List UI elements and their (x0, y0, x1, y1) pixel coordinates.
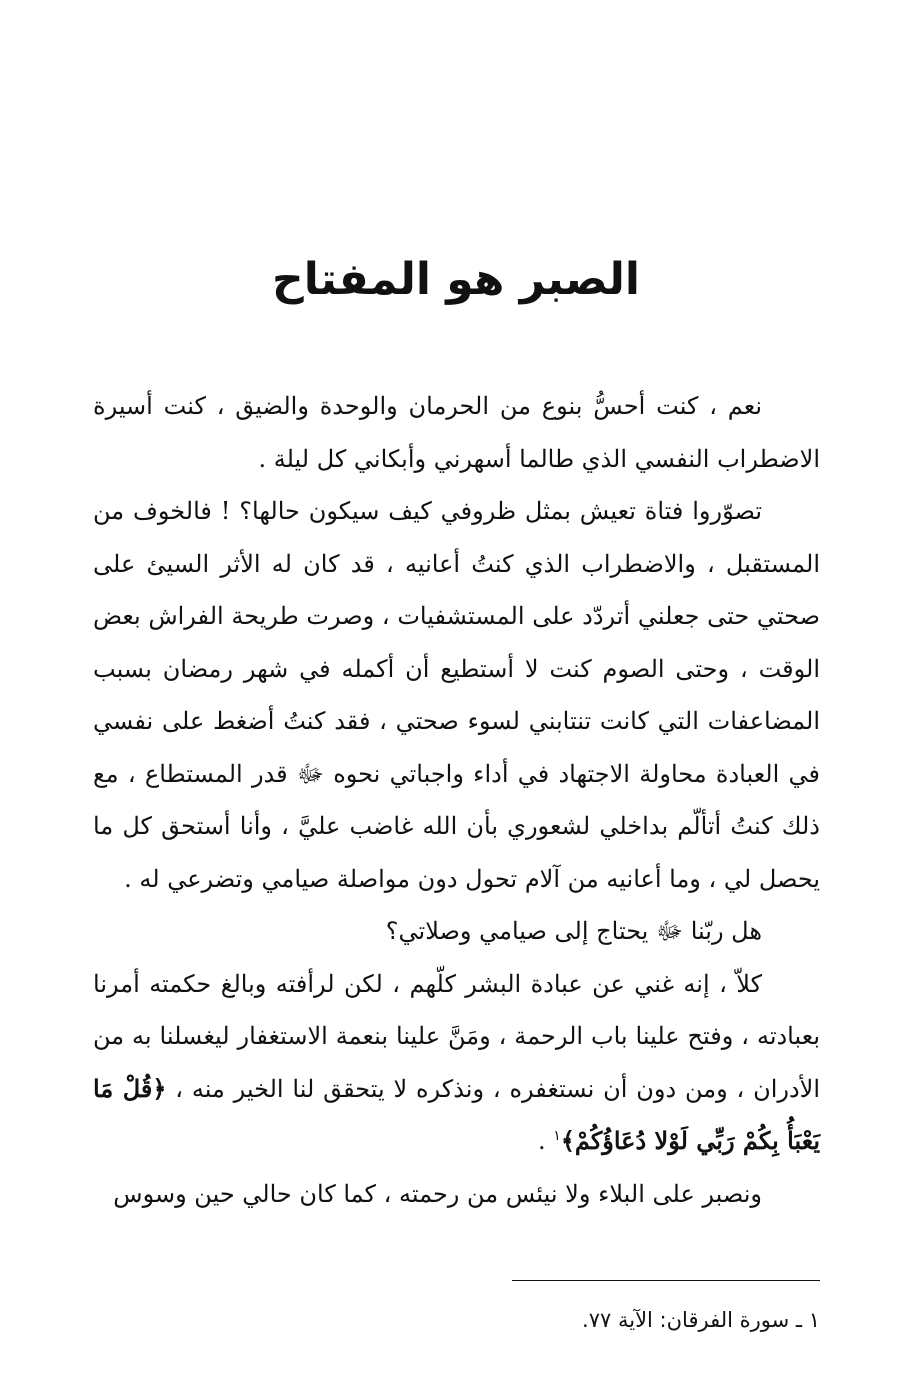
paragraph-4 (93, 958, 820, 1168)
body-text (93, 380, 820, 1220)
paragraph-4-end: . (538, 1127, 554, 1155)
paragraph-3: هل ربّنا ﷻ يحتاج إلى صيامي وصلاتي؟ (385, 917, 762, 945)
paragraph-4-text: كلاّ ، إنه غني عن عبادة البشر كلّهم ، لكن لرأفته وبالغ حكمته أمرنا بعبادته ، وفتح علينا باب الرحمة ، ومَنَّ علينا بنعمة الاستغفار ليغسلنا به من الأدران ، ومن دون أن نستغفره ، ونذكره لا يتحقق لنا الخير منه ، (93, 969, 821, 1103)
paragraph-2: تصوّروا فتاة تعيش بمثل ظروفي كيف سيكون حالها؟ ! فالخوف من المستقبل ، والاضطراب الذي كنتُ أعانيه ، قد كان له الأثر السيئ على صحتي حتى جعلني أتردّد على المستشفيات ، وصرت طريحة الفراش بعض الوقت ، وحتى الصوم كنت لا أستطيع أن أكمله في شهر رمضان بسبب المضاعفات التي كانت تنتابني لسوء صحتي ، فقد كنتُ أضغط على نفسي في العبادة محاولة الاجتهاد في أداء واجباتي نحوه ﷻ قدر المستطاع ، مع ذلك كنتُ أتألّم بداخلي لشعوري بأن الله غاضب عليَّ ، وأنا أستحق كل ما يحصل لي ، وما أعانيه من آلام تحول دون مواصلة صيامي وتضرعي له . (93, 497, 820, 893)
chapter-title: الصبر هو المفتاح (272, 254, 640, 305)
paragraph-5: ونصبر على البلاء ولا نيئس من رحمته ، كما كان حالي حين وسوس (113, 1179, 762, 1208)
footnote-1: ١ ـ سورة الفرقان: الآية ٧٧. (582, 1308, 820, 1332)
paragraph-1: نعم ، كنت أحسُّ بنوع من الحرمان والوحدة والضيق ، كنت أسيرة الاضطراب النفسي الذي طالما أسهرني وأبكاني كل ليلة . (93, 392, 820, 473)
quran-verse: ﴿قُلْ مَا يَعْبَأُ بِكُمْ رَبِّي لَوْلا دُعَاؤُكُمْ﴾ (93, 1073, 820, 1155)
footnote-marker: ١ (553, 1128, 561, 1144)
footnote-divider (512, 1280, 820, 1281)
